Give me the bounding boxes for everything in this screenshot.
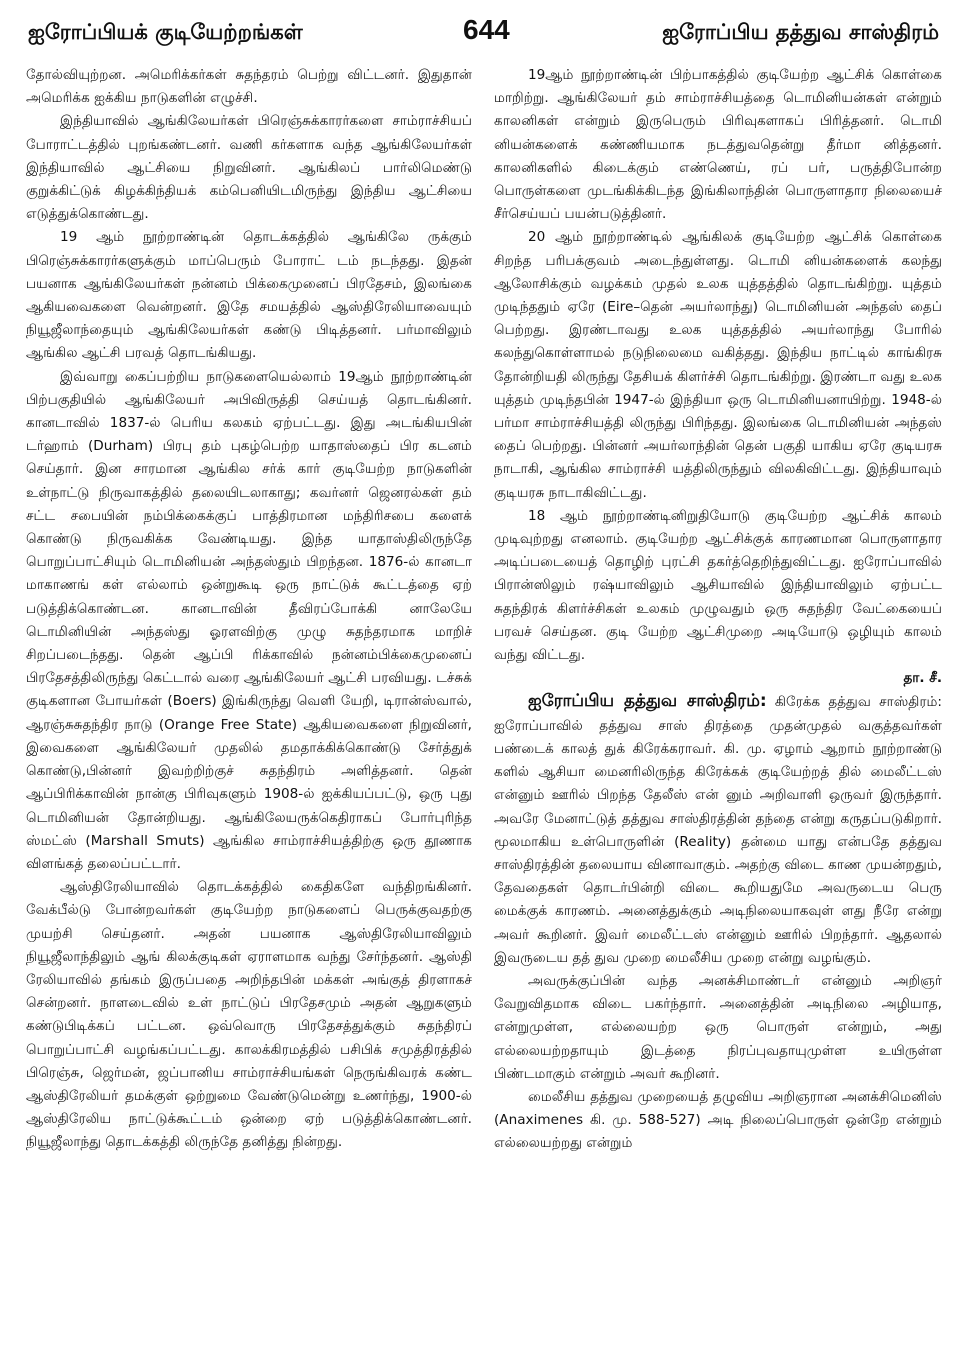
paragraph: ஆஸ்திரேலியாவில் தொடக்கத்தில் கைதிகளே வந்திறங்கினர். வேக்பீல்டு போன்றவர்கள் குடியேற்ற நாடுகளைப் பெருக்குவதற்கு முயற்சி செய்தனர். அதன் பயனாக ஆஸ்திரேலியாவிலும் நியூஜீலாந்திலும் ஆங் கிலக்குடிகள் ஏராளமாக வந்து சேர்ந்தனர். ஆஸ்தி ரேலியாவில் தங்கம் இருப்பதை அறிந்தபின் மக்கள் அங்குத் திரளாகச் சென்றனர். நாளடைவில் உள் நாட்டுப் பிரதேசமும் அதன் ஆறுகளும் கண்டுபிடிக்கப் பட்டன. ஒவ்வொரு பிரதேசத்துக்கும் சுதந்திரப் பொறுப்பாட்சி வழங்கப்பட்டது. காலக்கிரமத்தில் பசிபிக் சமுத்திரத்தில் பிரெஞ்சு, ஜெர்மன், ஜப்பானிய சாம்ராச்சியங்கள் நெருங்கிவரக் கண்ட ஆஸ்திரேலியர் தமக்குள் ஒற்றுமை வேண்டுமென்று உணர்ந்து, 1900-ல் ஆஸ்திரேலிய நாட்டுக்கூட்டம் ஒன்றை ஏற் படுத்திக்கொண்டனர். நியூஜீலாந்து தொடக்கத்தி லிருந்தே தனித்து நின்றது.: [26, 879, 472, 1151]
left-column: [26, 64, 472, 1354]
page-number: 644: [463, 14, 510, 45]
paragraph: அவருக்குப்பின் வந்த அனக்சிமாண்டர் என்னும் அறிஞர் வேறுவிதமாக விடை பகர்ந்தார். அனைத்தின் அடிநிலை அழியாத, என்றுமுள்ள, எல்லையற்ற ஒரு பொருள் என்றும், அது எல்லையற்றதாயும் இடத்தை நிரப்புவதாயுமுள்ள உயிருள்ள பிண்டமாகும் என்றும் அவர் கூறினர்.: [494, 972, 942, 1082]
paragraph: 19ஆம் நூற்றாண்டின் பிற்பாகத்தில் குடியேற்ற ஆட்சிக் கொள்கை மாறிற்று. ஆங்கிலேயர் தம் சாம்ராச்சியத்தை டொமினியன்கள் என்றும் காலனிகள் என்றும் இருபெரும் பிரிவுகளாகப் பிரித்தனர். டொமி னியன்களைக் கண்ணியமாக நடத்துவதென்று தீர்மா னித்தனர். காலனிகளில் கிடைக்கும் எண்ணெய், ரப் பர், பருத்திபோன்ற பொருள்களை முடங்கிக்கிடந்த இங்கிலாந்தின் பொருளாதார நிலையைச் சீர்செய்யப் பயன்படுத்தினர்.: [494, 67, 942, 223]
author-signature: தா. சீ.: [903, 670, 942, 687]
entry-heading: ஐரோப்பிய தத்துவ சாஸ்திரம்:: [528, 691, 767, 712]
paragraph: 19 ஆம் நூற்றாண்டின் தொடக்கத்தில் ஆங்கிலே ருக்கும் பிரெஞ்சுக்காரர்களுக்கும் மாப்பெரும் போராட் டம் நடந்தது. இதன் பயனாக ஆங்கிலேயர்கள் நன்னம் பிக்கைமுனைப் பிரதேசம், இலங்கை ஆகியவைகளை வென்றனர். இதே சமயத்தில் ஆஸ்திரேலியாவையும் நியூஜீலாந்தையும் ஆங்கிலேயர்கள் கண்டு பிடித்தனர். பர்மாவிலும் ஆங்கில ஆட்சி பரவத் தொடங்கியது.: [26, 229, 472, 362]
right-column: [494, 64, 942, 1354]
page-header: [28, 14, 939, 48]
paragraph: இவ்வாறு கைப்பற்றிய நாடுகளையெல்லாம் 19ஆம் நூற்றாண்டின் பிற்பகுதியில் ஆங்கிலேயர் அபிவிருத்தி செய்யத் தொடங்கினர். கானடாவில் 1837-ல் பெரிய கலகம் ஏற்பட்டது. இது அடங்கியபின் டர்ஹாம் (Durham) பிரபு தம் புகழ்பெற்ற யாதாஸ்தைப் பிர கடனம் செய்தார். இன சாரமான ஆங்கில சர்க் கார் குடியேற்ற நாடுகளின் உள்நாட்டு நிருவாகத்தில் தலையிடலாகாது; கவர்னர் ஜெனரல்கள் தம் சட்ட சபையின் நம்பிக்கைக்குப் பாத்திரமான மந்திரிசபை களைக் கொண்டு நிருவகிக்க வேண்டியது. இந்த யாதாஸ்திலிருந்தே பொறுப்பாட்சியும் டொமினியன் அந்தஸ்தும் பிறந்தன. 1876-ல் கானடா மாகாணங் கள் எல்லாம் ஒன்றுகூடி ஒரு நாட்டுக் கூட்டத்தை ஏற் படுத்திக்கொண்டன. கானடாவின் தீவிரப்போக்கி னாலேயே டொமினியின் அந்தஸ்து ஓரளவிற்கு முழு சுதந்தரமாக மாறிச் சிறப்படைந்தது. தென் ஆப்பி ரிக்காவில் நன்னம்பிக்கைமுனைப் பிரதேசத்திலிருந்து கெட்டால் வரை ஆங்கிலேயர் ஆட்சி பரவியது. டச்சுக் குடிகளான போயர்கள் (Boers) இங்கிருந்து வெளி யேறி, டிரான்ஸ்வால், ஆரஞ்சுசுதந்திர நாடு (Orange Free State) ஆகியவைகளை நிறுவினர், இவைகளை ஆங்கிலேயர் முதலில் தமதாக்கிக்கொண்டு சேர்த்துக் கொண்டு,பின்னர் இவற்றிற்குச் சுதந்திரம் அளித்தனர். தென் ஆப்பிரிக்காவின் நான்கு பிரிவுகளும் 1908-ல் ஐக்கியப்பட்டு, ஒரு புது டொமினியன் தோன்றியது. ஆங்கிலேயருக்கெதிராகப் போர்புரிந்த ஸ்மட்ஸ் (Marshall Smuts) ஆங்கில சாம்ராச்சியத்திற்கு ஒரு தூணாக விளங்கத் தலைப்பட்டார்.: [26, 368, 472, 872]
entry-paragraph: [494, 690, 942, 969]
paragraph: 20 ஆம் நூற்றாண்டில் ஆங்கிலக் குடியேற்ற ஆட்சிக் கொள்கை சிறந்த பரிபக்குவம் அடைந்துள்ளது. டொமி னியன்களைக் கலந்து ஆலோசிக்கும் வழக்கம் முதல் உலக யுத்தத்தில் தொடங்கிற்று. யுத்தம் முடிந்ததும் ஏரே (Eire–தென் அயர்லாந்து) டொமினியன் அந்தஸ் தைப் பெற்றது. இரண்டாவது உலக யுத்தத்தில் அயர்லாந்து போரில் கலந்துகொள்ளாமல் நடுநிலைமை வகித்தது. இந்திய நாட்டில் காங்கிரசு தோன்றியதி லிருந்து தேசியக் கிளர்ச்சி தொடங்கிற்று. இரண்டா வது உலக யுத்தம் முடிந்தபின் 1947-ல் இந்தியா ஒரு டொமினியனாயிற்று. 1948-ல் பர்மா சாம்ராச்சியத்தி லிருந்து பிரிந்தது. இலங்கை டொமினியன் அந்தஸ் தைப் பெற்றது. பின்னர் அயர்லாந்தின் தென் பகுதி யாகிய ஏரே குடியரசு நாடாகி, ஆங்கில சாம்ராச்சி யத்திலிருந்தும் விலகிவிட்டது. இந்தியாவும் குடியரசு நாடாகிவிட்டது.: [494, 229, 942, 501]
paragraph: தோல்வியுற்றன. அமெரிக்கர்கள் சுதந்தரம் பெற்று விட்டனர். இதுதான் அமெரிக்க ஐக்கிய நாடுகளின் எழுச்சி.: [26, 67, 472, 107]
paragraph: மைலீசிய தத்துவ முறையைத் தழுவிய அறிஞரான அனக்சிமெனிஸ் (Anaximenes கி. மு. 588-527) அடி நிலைப்பொருள் ஒன்றே என்றும் எல்லையற்றது என்றும்: [494, 1088, 942, 1152]
paragraph: இந்தியாவில் ஆங்கிலேயர்கள் பிரெஞ்சுக்காரர்களை சாம்ராச்சியப் போராட்டத்தில் புறங்கண்டனர். வணி கர்களாக வந்த ஆங்கிலேயர்கள் இந்தியாவில் ஆட்சியை நிறுவினர். ஆங்கிலப் பார்லிமெண்டு குறுக்கிட்டுக் கிழக்கிந்தியக் கம்பெனியிடமிருந்து இந்திய ஆட்சியை எடுத்துக்கொண்டது.: [26, 113, 472, 223]
running-head-left: ஐரோப்பியக் குடியேற்றங்கள்: [28, 20, 303, 44]
entry-text: கிரேக்க தத்துவ சாஸ்திரம்: ஐரோப்பாவில் தத்துவ சாஸ் திரத்தை முதன்முதல் வகுத்தவர்கள் பண்டைக் காலத் துக் கிரேக்கராவர். கி. மு. ஏழாம் ஆறாம் நூற்றாண்டு களில் ஆசியா மைனரிலிருந்த கிரேக்கக் குடியேற்றத் தில் மைலீட்டஸ் என்னும் ஊரில் பிறந்த தேலீஸ் என் னும் அறிவாளி ஒருவர் இருந்தார். அவரே மேனாட்டுத் தத்துவ சாஸ்திரத்தின் தந்தை என்று கருதப்படுகிறார். மூலமாகிய உள்பொருளின் (Reality) தன்மை யாது என்பதே தத்துவ சாஸ்திரத்தின் தலையாய வினாவாகும். அதற்கு விடை காண முயன்றதும், தேவதைகள் தொடர்பின்றி விடை கூறியதுமே அவருடைய பெரு மைக்குக் காரணம். அனைத்துக்கும் அடிநிலையாகவுள் ளது நீரே என்று அவர் கூறினர். இவர் மைலீட்டஸ் என்னும் ஊரில் பிறந்தார். ஆதலால் இவருடைய தத் துவ முறை மைலீசிய முறை என்று வழங்கும்.: [494, 694, 942, 966]
paragraph: 18 ஆம் நூற்றாண்டினிறுதியோடு குடியேற்ற ஆட்சிக் காலம் முடிவுற்றது எனலாம். குடியேற்ற ஆட்சிக்குக் காரணமான பொருளாதார அடிப்படையைத் தொழிற் புரட்சி தகர்த்தெறிந்துவிட்டது. ஐரோப்பாவில் பிரான்ஸிலும் ரஷ்யாவிலும் ஆசியாவில் இந்தியாவிலும் ஏற்பட்ட சுதந்திரக் கிளர்ச்சிகள் உலகம் முழுவதும் ஒரு சுதந்திர வேட்கையைப் பரவச் செய்தன. குடி யேற்ற ஆட்சிமுறை அடியோடு ஒழியும் காலம் வந்து விட்டது.: [494, 507, 942, 664]
running-head-right: ஐரோப்பிய தத்துவ சாஸ்திரம்: [662, 20, 939, 44]
